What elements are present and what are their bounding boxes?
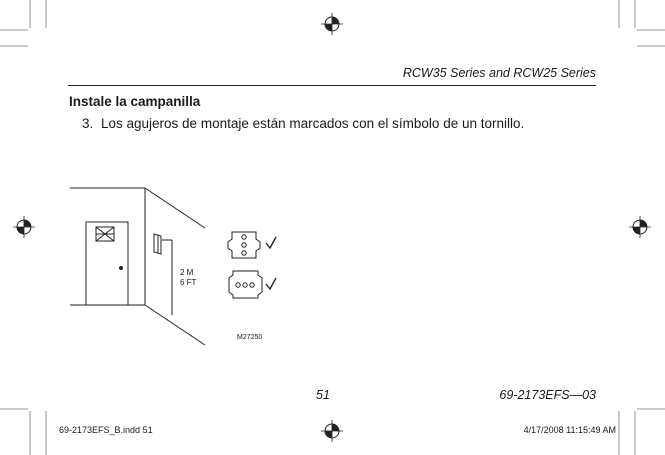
print-slug-timestamp: 4/17/2008 11:15:49 AM	[523, 425, 616, 435]
mount-hole	[242, 251, 246, 255]
chime-horizontal-mount	[229, 271, 262, 298]
mount-hole	[236, 283, 240, 287]
step-3	[82, 116, 524, 131]
mount-hole	[242, 235, 246, 239]
check-icon	[266, 237, 276, 248]
height-label-imperial: 6 FT	[180, 278, 197, 287]
figure-code: M27250	[237, 334, 263, 341]
step-number: 3.	[82, 116, 94, 131]
header-rule	[68, 85, 596, 86]
mount-hole	[243, 283, 247, 287]
series-header: RCW35 Series and RCW25 Series	[402, 66, 596, 80]
floor-right-line	[145, 305, 205, 345]
door-knob	[119, 266, 123, 270]
chime-vertical-mount	[228, 232, 260, 258]
document-code: 69-2173EFS—03	[499, 388, 596, 402]
height-label-metric: 2 M	[180, 268, 194, 277]
ceiling-right-line	[145, 188, 205, 228]
step-text: Los agujeros de montaje están marcados con el símbolo de un tornillo.	[101, 116, 525, 131]
check-icon	[266, 278, 276, 289]
mount-hole	[250, 283, 254, 287]
section-title: Instale la campanilla	[69, 94, 201, 109]
mount-hole	[242, 243, 246, 247]
page-number: 51	[316, 388, 330, 402]
print-slug-file: 69-2173EFS_B.indd 51	[59, 425, 153, 435]
